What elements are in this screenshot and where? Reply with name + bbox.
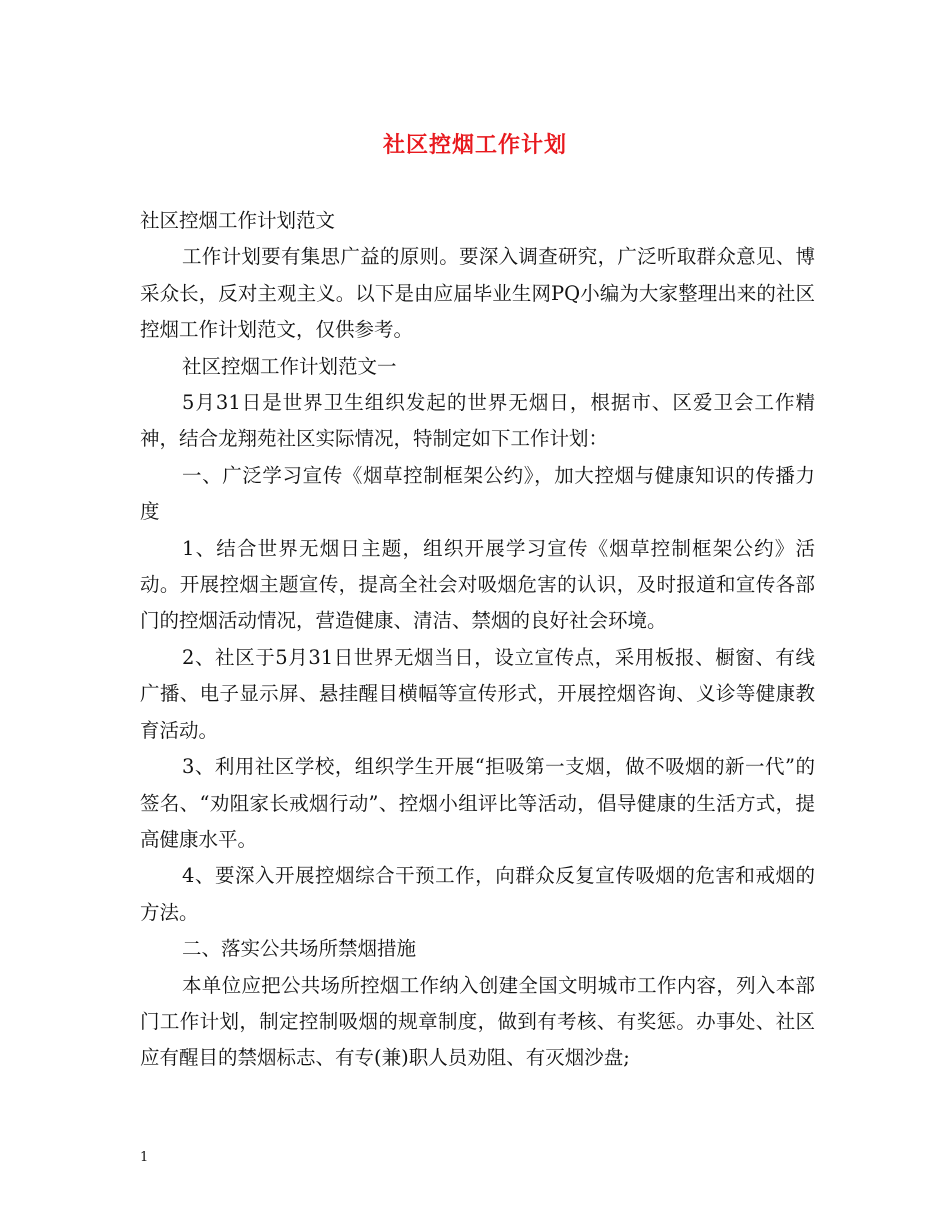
page-number: 1: [140, 1150, 149, 1165]
paragraph: 二、落实公共场所禁烟措施: [182, 937, 417, 961]
paragraph: 本单位应把公共场所控烟工作纳入创建全国文明城市工作内容，列入本部门工作计划，制定控制吸烟的规章制度，做到有考核、有奖惩。办事处、社区应有醒目的禁烟标志、有专(兼)职人员劝阻、有灭烟沙盘;: [140, 973, 815, 1070]
paragraph: 1、结合世界无烟日主题，组织开展学习宣传《烟草控制框架公约》活动。开展控烟主题宣传，提高全社会对吸烟危害的认识，及时报道和宣传各部门的控烟活动情况，营造健康、清洁、禁烟的良好社会环境。: [140, 536, 815, 633]
paragraph: 4、要深入开展控烟综合干预工作，向群众反复宣传吸烟的危害和戒烟的方法。: [140, 864, 815, 924]
document-body: [140, 203, 815, 1077]
paragraph: 社区控烟工作计划范文: [140, 209, 336, 232]
paragraph: 5月31日是世界卫生组织发起的世界无烟日，根据市、区爱卫会工作精神，结合龙翔苑社区实际情况，特制定如下工作计划：: [140, 391, 815, 451]
paragraph: 2、社区于5月31日世界无烟当日，设立宣传点，采用板报、橱窗、有线广播、电子显示屏、悬挂醒目横幅等宣传形式，开展控烟咨询、义诊等健康教育活动。: [140, 645, 815, 742]
paragraph: 一、广泛学习宣传《烟草控制框架公约》，加大控烟与健康知识的传播力度: [140, 463, 815, 524]
paragraph: 工作计划要有集思广益的原则。要深入调查研究，广泛听取群众意见、博采众长，反对主观主义。以下是由应届毕业生网PQ小编为大家整理出来的社区控烟工作计划范文，仅供参考。: [140, 245, 815, 342]
document-title: 社区控烟工作计划: [382, 132, 567, 158]
paragraph: 社区控烟工作计划范文一: [182, 354, 397, 378]
paragraph: 3、利用社区学校，组织学生开展“拒吸第一支烟，做不吸烟的新一代”的签名、“劝阻家长戒烟行动”、控烟小组评比等活动，倡导健康的生活方式，提高健康水平。: [140, 755, 815, 851]
